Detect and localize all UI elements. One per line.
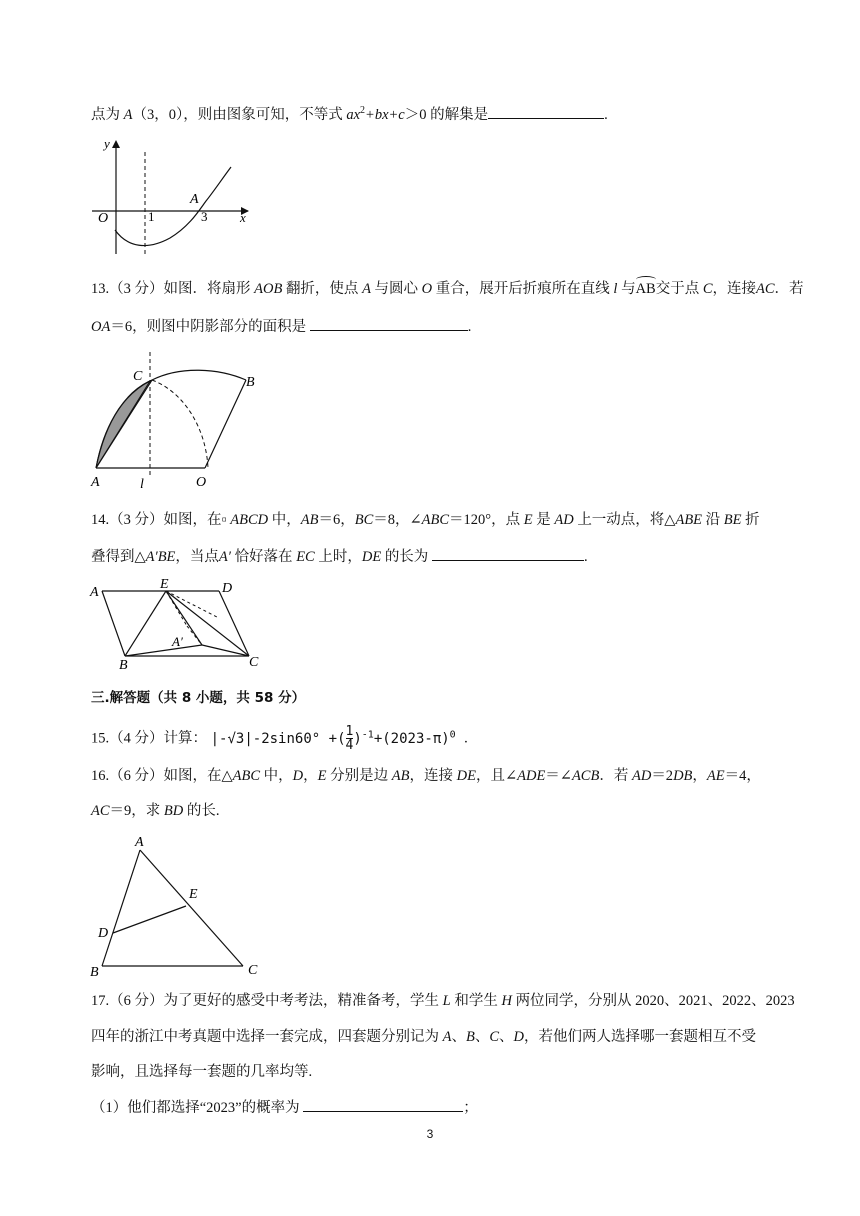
q17-answer-blank[interactable] [303, 1097, 463, 1112]
q13-o-label: O [196, 475, 207, 490]
q13-b-label: B [246, 375, 255, 390]
q13-line2: OA＝6，则图中阴影部分的面积是 . [91, 316, 471, 337]
q12-origin-label: O [98, 211, 109, 226]
q14-c-label: C [249, 655, 259, 670]
q17-line1: 17.（6 分）为了更好的感受中考考法，精准备考，学生 L 和学生 H 两位同学，分别从 2020、2021、2022、2023 [91, 993, 795, 1009]
q13-line1: 13.（3 分）如图．将扇形 AOB 翻折，使点 A 与圆心 O 重合，展开后折痕所在直线 l 与AB交于点 C，连接AC．若 [91, 281, 804, 297]
q14-d-label: D [222, 581, 233, 596]
q14-line2: 叠得到△A′BE，当点A′ 恰好落在 EC 上时，DE 的长为 . [91, 546, 588, 567]
q13-a-label: A [91, 475, 100, 490]
q15-line: 15.（4 分）计算： |-√3|-2sin60° +( $\frac{1}{4}$ )$^{-1}+(2023-\pi)^0$ . [91, 724, 468, 753]
q17-sub1: （1）他们都选择“2023”的概率为 ； [91, 1097, 478, 1118]
q14-b-label: B [119, 658, 128, 673]
q16-c-label: C [248, 963, 258, 978]
q13-c-label: C [133, 369, 143, 384]
q12-point-a-label: A [190, 192, 199, 207]
q12-text: 点为 A（3，0），则由图象可知，不等式 $ax^2+bx+c>0$ 的解集是 . [91, 105, 608, 123]
q16-b-label: B [90, 965, 99, 980]
q16-line1: 16.（6 分）如图，在△ABC 中，D，E 分别是边 AB，连接 DE，且∠ADE＝∠ACB．若 AD＝2DB，AE＝4， [91, 768, 761, 784]
q12-three-label: 3 [201, 209, 208, 224]
page-number: 3 [426, 1127, 434, 1141]
q16-d-label: D [98, 926, 109, 941]
q17-line3: 影响，且选择每一套题的几率均等. [91, 1064, 313, 1080]
q12-x-label: x [240, 210, 246, 225]
q16-line2: AC＝9，求 BD 的长. [91, 803, 220, 819]
q16-a-label: A [135, 835, 144, 850]
arc-ab-label: AB [635, 281, 656, 297]
q17-line2: 四年的浙江中考真题中选择一套完成，四套题分别记为 A、B、C、D，若他们两人选择哪一套题相互不受 [91, 1029, 756, 1045]
q14-e-label: E [160, 577, 169, 592]
q12-y-label: y [104, 136, 110, 151]
q13-l-label: l [140, 477, 144, 492]
q16-e-label: E [189, 887, 198, 902]
section-heading: 三.解答题（共 8 小题，共 58 分） [91, 690, 306, 706]
q14-a-label: A [90, 585, 99, 600]
q14-aprime-label: A′ [172, 634, 183, 649]
q12-one-label: 1 [148, 209, 155, 224]
q14-line1: 14.（3 分）如图，在▫ ABCD 中，AB＝6，BC＝8，∠ABC＝120°，点 E 是 AD 上一动点，将△ABE 沿 BE 折 [91, 512, 760, 528]
